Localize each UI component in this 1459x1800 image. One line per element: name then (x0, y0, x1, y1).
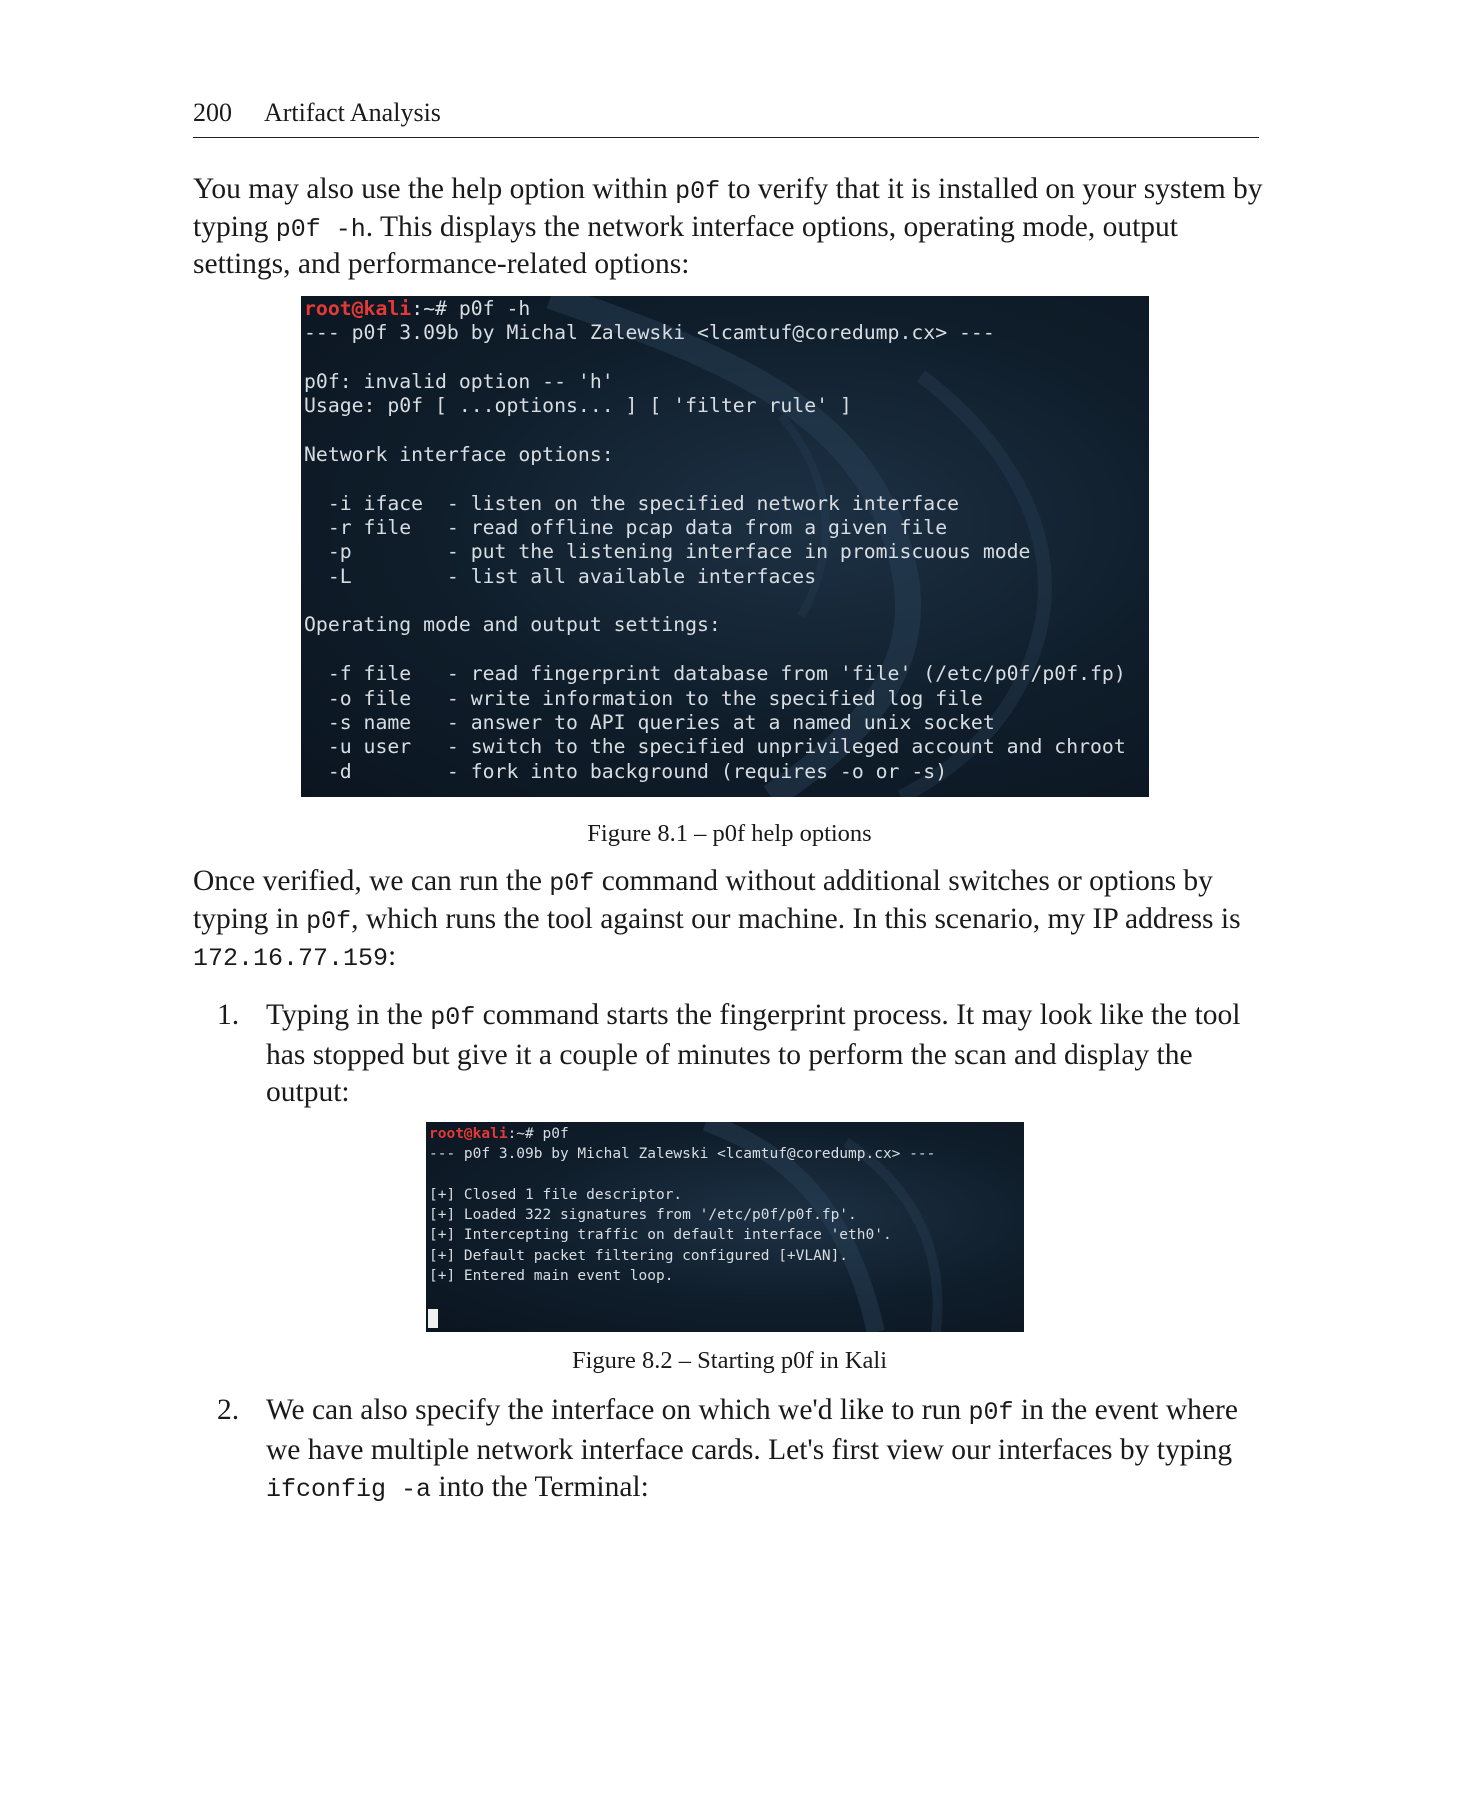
text-run: in the event where we have multiple network interface cards. Let's first view our interfaces by typing (266, 1394, 1238, 1466)
terminal-line: :~# p0f (507, 1126, 569, 1142)
inline-code: ifconfig -a (266, 1475, 432, 1504)
inline-code: p0f (675, 177, 721, 206)
figure-caption: Figure 8.1 – p0f help options (587, 820, 872, 847)
terminal-line: -o file - write information to the specified log file (304, 686, 983, 710)
terminal-line: p0f: invalid option -- 'h' (304, 370, 614, 394)
prompt-user: root@kali (429, 1126, 508, 1142)
terminal-line: Operating mode and output settings: (304, 613, 721, 637)
terminal-line: -u user - switch to the specified unprivileged account and chroot (304, 735, 1126, 759)
page-number: 200 (193, 98, 232, 127)
text-run: command starts the fingerprint process. It may look like the tool has stopped but give it a couple of minutes to perform the scan and display the output: (266, 999, 1241, 1108)
terminal-line: -i iface - listen on the specified network interface (304, 491, 960, 515)
text-run: to verify that it is installed on your system by typing (193, 173, 1263, 243)
inline-code: p0f (430, 1003, 476, 1032)
prompt-user: root@kali (304, 297, 412, 320)
terminal-line: Network interface options: (304, 443, 614, 467)
list-number: 2. (217, 1394, 240, 1426)
terminal-line: --- p0f 3.09b by Michal Zalewski <lcamtuf@coredump.cx> --- (429, 1146, 936, 1163)
terminal-line: -s name - answer to API queries at a named unix socket (304, 710, 995, 734)
terminal-line: --- p0f 3.09b by Michal Zalewski <lcamtuf@coredump.cx> --- (304, 321, 995, 345)
terminal-cursor (428, 1309, 438, 1328)
terminal-line: [+] Entered main event loop. (429, 1268, 674, 1285)
terminal-line: -L - list all available interfaces (304, 564, 817, 588)
inline-code: p0f (968, 1398, 1014, 1427)
intro-paragraph (193, 172, 1263, 283)
list-item-text (266, 997, 1276, 1112)
terminal-output (429, 1124, 935, 1286)
terminal-output (304, 297, 1126, 784)
terminal-line: [+] Intercepting traffic on default interface 'eth0'. (429, 1227, 892, 1244)
list-item-text (266, 1392, 1276, 1509)
terminal-line: [+] Default packet filtering configured [+VLAN]. (429, 1247, 849, 1264)
text-run: : (388, 940, 397, 972)
terminal-line: -f file - read fingerprint database from 'file' (/etc/p0f/p0f.fp) (304, 662, 1126, 686)
terminal-line: [+] Closed 1 file descriptor. (429, 1186, 683, 1203)
running-title: Artifact Analysis (264, 98, 441, 127)
terminal-line: :~# p0f -h (411, 297, 531, 320)
terminal-line: -p - put the listening interface in promiscuous mode (304, 540, 1031, 564)
inline-code: p0f (306, 906, 352, 936)
terminal-line: -r file - read offline pcap data from a given file (304, 516, 948, 540)
terminal-line: [+] Loaded 322 signatures from '/etc/p0f/p0f.fp'. (429, 1207, 857, 1224)
page-header (193, 96, 1259, 138)
inline-code: 172.16.77.159 (193, 944, 389, 973)
terminal-line: -d - fork into background (requires -o or -s) (304, 759, 948, 783)
body-paragraph (193, 864, 1263, 977)
text-run: , which runs the tool against our machine. In this scenario, my IP address is (351, 902, 1241, 935)
text-run: You may also use the help option within (193, 173, 676, 205)
text-run: command without additional switches or options by typing in (193, 865, 1213, 935)
text-run: We can also specify the interface on which we'd like to run (266, 1394, 969, 1426)
terminal-line: Usage: p0f [ ...options... ] [ 'filter rule' ] (304, 394, 852, 418)
inline-code: p0f -h (275, 214, 366, 244)
terminal-screenshot-start (426, 1122, 1024, 1332)
list-number: 1. (217, 999, 240, 1031)
inline-code: p0f (549, 869, 595, 898)
text-run: into the Terminal: (431, 1471, 649, 1503)
text-run: Typing in the (266, 999, 431, 1031)
terminal-screenshot-help (301, 296, 1149, 797)
text-run: Once verified, we can run the (193, 865, 550, 897)
figure-caption: Figure 8.2 – Starting p0f in Kali (571, 1347, 888, 1374)
text-run: . This displays the network interface options, operating mode, output settings, and performance-related options: (193, 210, 1178, 280)
